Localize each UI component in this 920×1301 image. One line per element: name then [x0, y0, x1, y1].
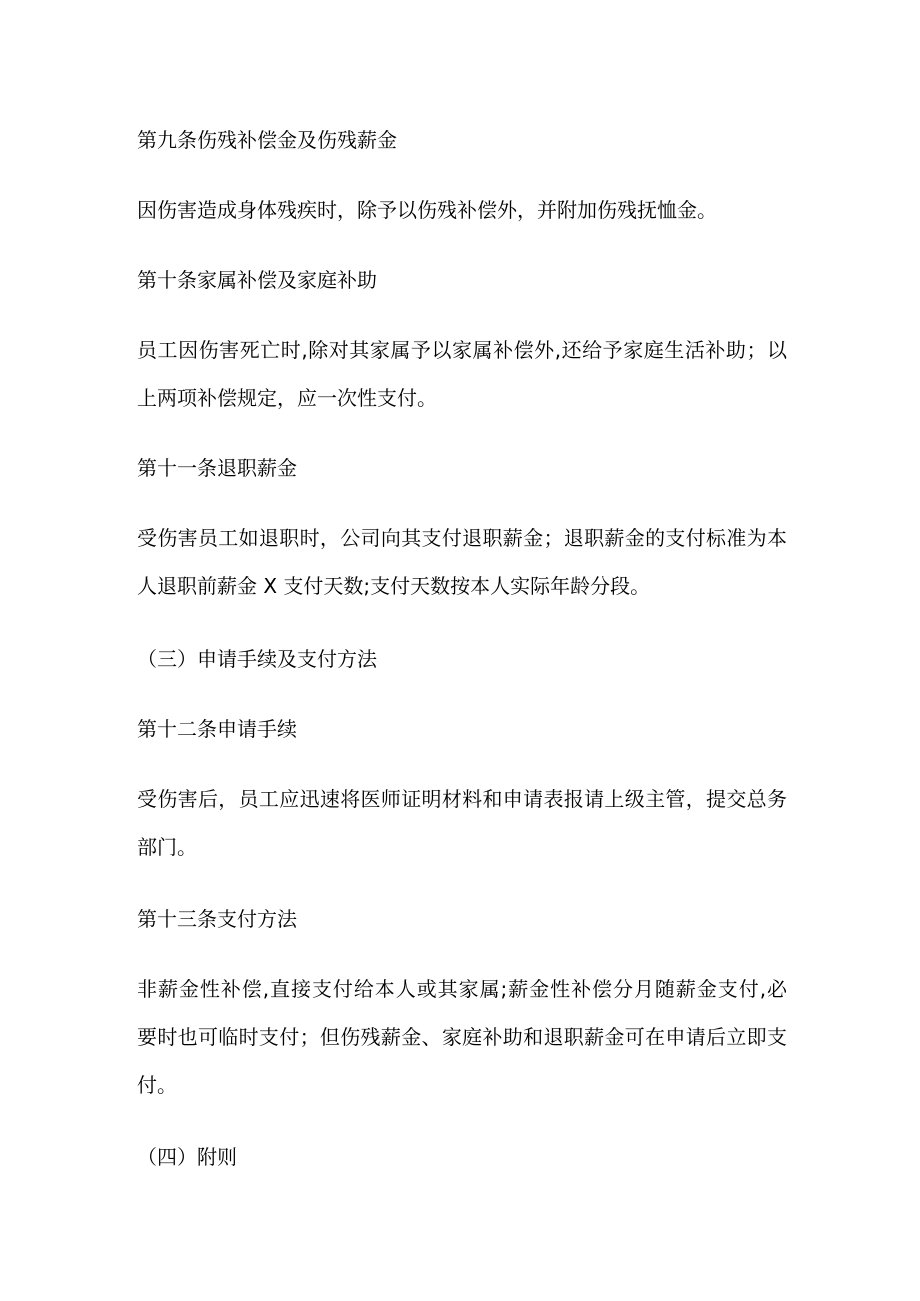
paragraph-line: （三）申请手续及支付方法: [137, 647, 377, 671]
article-13-body: [137, 965, 787, 1109]
paragraph-line: 第十三条支付方法: [137, 907, 297, 931]
article-12-heading: [137, 705, 787, 753]
paragraph-line: 上两项补偿规定，应一次性支付。: [137, 386, 437, 410]
article-12-body: [137, 775, 787, 871]
paragraph-line: 非薪金性补偿,直接支付给本人或其家属;薪金性补偿分月随薪金支付,必: [137, 977, 787, 1001]
paragraph-line: 部门。: [137, 835, 197, 859]
article-11-heading: [137, 444, 787, 492]
article-9-heading: [137, 116, 787, 164]
paragraph-line: 要时也可临时支付；但伤残薪金、家庭补助和退职薪金可在申请后立即支: [137, 1025, 787, 1049]
paragraph-line: 人退职前薪金 X 支付天数;支付天数按本人实际年龄分段。: [137, 574, 651, 598]
article-11-body: [137, 514, 787, 610]
article-13-heading: [137, 895, 787, 943]
section-4-heading: [137, 1133, 787, 1181]
paragraph-line: 受伤害员工如退职时，公司向其支付退职薪金；退职薪金的支付标准为本: [137, 526, 787, 550]
paragraph-line: 第九条伤残补偿金及伤残薪金: [137, 128, 397, 152]
paragraph-line: 因伤害造成身体残疾时，除予以伤残补偿外，并附加伤残抚恤金。: [137, 198, 717, 222]
section-3-heading: [137, 635, 787, 683]
paragraph-line: 付。: [137, 1073, 177, 1097]
article-9-body: [137, 186, 787, 234]
paragraph-line: 第十一条退职薪金: [137, 456, 297, 480]
article-10-body: [137, 326, 787, 422]
article-10-heading: [137, 256, 787, 304]
paragraph-line: 第十二条申请手续: [137, 717, 297, 741]
paragraph-line: 第十条家属补偿及家庭补助: [137, 268, 377, 292]
paragraph-line: 受伤害后，员工应迅速将医师证明材料和申请表报请上级主管，提交总务: [137, 787, 787, 811]
paragraph-line: 员工因伤害死亡时,除对其家属予以家属补偿外,还给予家庭生活补助；以: [137, 338, 787, 362]
paragraph-line: （四）附则: [137, 1145, 237, 1169]
